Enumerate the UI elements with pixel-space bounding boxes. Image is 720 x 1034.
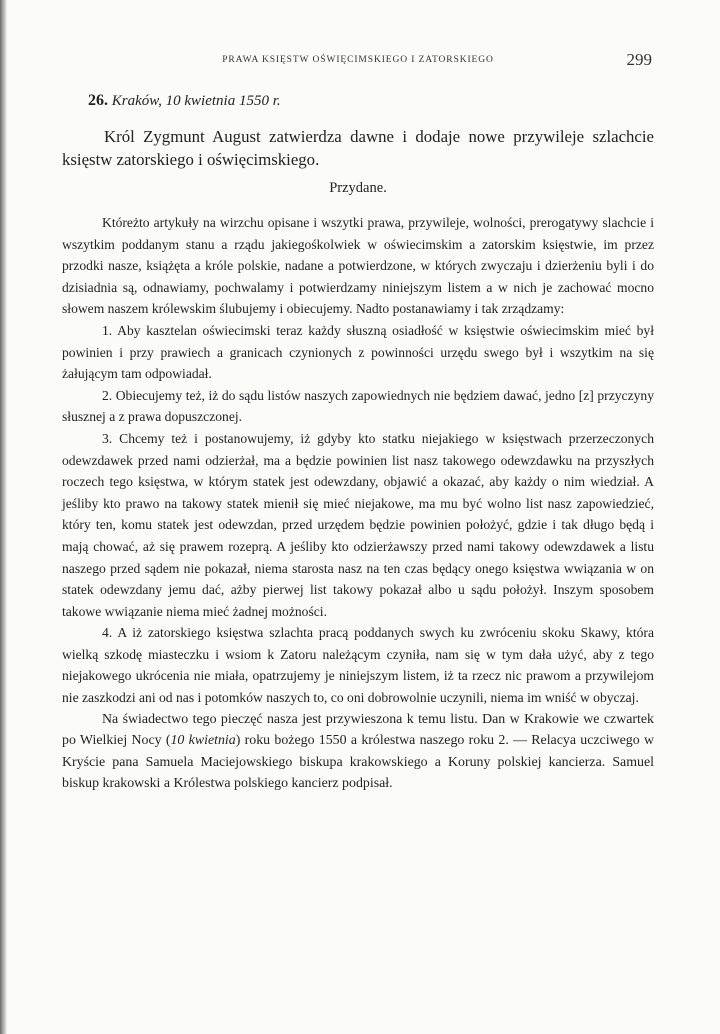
book-spine-shadow: [0, 0, 7, 1034]
closing-date-italic: 10 kwietnia: [170, 733, 236, 749]
article-3: 3. Chcemy też i postanowujemy, iż gdyby kto statku niejakiego w księstwach przerzeczonych odewzdawek przed nami odzierżał, ma a będzie powinien list nasz takowego odewzdawku na przyszłych roczech tego księstwa, w którym statek jest odewzdany, objawić a okazać, aby każdy o nim wiedział. A jeśliby kto prawo na takowy statek mienił się mieć niejakowe, ma mu być wolno list nasz zapowiedzieć, który ten, komu statek jest odewzdan, przed urzędem będzie powinien położyć, gdzie i tak długo będą i mają chować, aż się prawem rozeprą. A jeśliby kto odzierżawszy przed nami takowy odewzdawek a listu naszego przed sądem nie pokazał, niema starosta nasz na ten czas będący onego księstwa wwiązania w on statek odewzdany jemu dać, ażby pierwej list takowy pokazał albo u sądu położył. Inszym sposobem takowe wwiązanie niema mieć żadnej możności.: [62, 430, 654, 619]
page-number: 299: [626, 50, 652, 69]
body-paragraph: Któreżto artykuły na wirzchu opisane i wszytki prawa, przywileje, wolności, prerogatywy slachcie i wszytkim poddanym stanu a rządu jakiegośkolwiek w oświecimskim a zatorskim księstwie, im przez przodki nasze, książęta a króle polskie, nadane a potwierdzone, w których zwyczaju i dzierżeniu byli i do dzisiadnia są, odnawiamy, pochwalamy i potwierdzamy niniejszym listem a w nich je zachować mocno słowem naszem królewskim ślubujemy i obiecujemy. Nadto postanawiamy i tak zrządzamy:: [62, 215, 654, 317]
running-title: PRAWA KSIĘSTW OŚWIĘCIMSKIEGO I ZATORSKIEGO: [222, 55, 494, 65]
document-number: 26.: [88, 92, 108, 109]
article-1: 1. Aby kasztelan oświecimski teraz każdy słuszną osiadłość w księstwie oświecimskim mieć był powinien i przy prawiech a granicach czynionych z powinności urzędu swego był i wszytkim na się żałującym tam odpowiadał.: [62, 322, 654, 382]
article-2: 2. Obiecujemy też, iż do sądu listów naszych zapowiednych nie będziem dawać, jedno [z] przyczyny słusznej a z prawa dopuszczonej.: [62, 387, 654, 425]
closing-text-before: Na świadectwo tego pieczęć nasza jest przywieszona k temu listu. Dan w Krakowie we czwartek po Wielkiej Nocy (: [62, 711, 654, 749]
article-4: 4. A iż zatorskiego księstwa szlachta pracą poddanych swych ku zwróceniu skoku Skawy, która wielką szkodę miasteczku i wsiom k Zatoru należącym czyniła, nam się w tym dała użyć, aby z tego niejakowego ukrócenia nie miała, opatrzujemy je niniejszym listem, iż ta rzecz nic prawom a przywilejom nie zaszkodzi ani od nas i potomków naszych to, co oni dobrowolnie uczynili, niema im wniść w obyczaj.: [62, 625, 654, 706]
document-page: [62, 0, 654, 1034]
closing-text-after: ) roku bożego 1550 a królestwa naszego roku 2. — Relacya uczciwego w Kryście pana Samuela Maciejowskiego biskupa krakowskiego a Koruny polskiej kancierza. Samuel biskup krakowski a Królestwa polskiego kancierz podpisał.: [62, 733, 654, 792]
closing-paragraph: [62, 709, 654, 795]
document-heading: [88, 92, 281, 110]
running-head: [62, 50, 654, 70]
document-body: [62, 212, 654, 795]
section-label: Przydane.: [329, 180, 387, 196]
document-place-date: Kraków, 10 kwietnia 1550 r.: [111, 93, 281, 109]
document-summary: Król Zygmunt August zatwierdza dawne i dodaje nowe przywileje szlachcie księstw zatorskiego i oświęcimskiego.: [62, 127, 654, 169]
